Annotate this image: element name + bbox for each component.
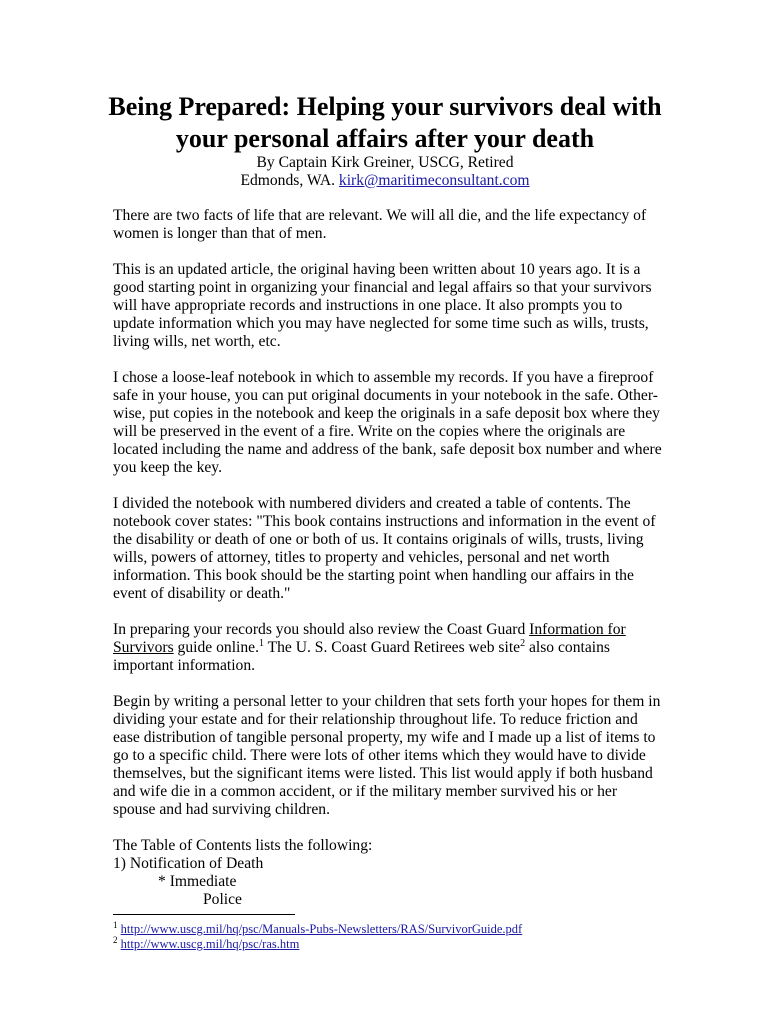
footnote-1	[113, 919, 673, 937]
email-link[interactable]: kirk@maritimeconsultant.com	[338, 172, 530, 189]
footnote-2-url[interactable]: http://www.uscg.mil/hq/psc/ras.htm	[120, 937, 300, 951]
footnote-divider	[113, 914, 295, 915]
toc-item-1a: * Immediate	[158, 873, 237, 890]
article-body	[113, 207, 663, 909]
paragraph-5-text-d: also contains important information.	[113, 639, 610, 674]
title-line-1: Being Prepared: Helping your survivors deal with	[108, 92, 662, 121]
paragraph-5	[113, 621, 663, 675]
footnotes	[113, 919, 673, 952]
paragraph-5-text-b: guide online.	[173, 639, 259, 656]
toc-item-1: 1) Notification of Death	[113, 855, 264, 872]
location-line	[90, 172, 680, 190]
table-of-contents	[113, 837, 663, 909]
paragraph-2: This is an updated article, the original having been written about 10 years ago. It is a good starting point in organizing your financial and legal affairs so that your survivors will have appropriate records and instructions in one place. It also prompts you to update information which you may have neglected for some time such as wills, trusts, living wills, net worth, etc.	[113, 261, 652, 350]
byline	[90, 154, 680, 190]
footnote-ref-1[interactable]: 1	[258, 637, 264, 649]
paragraph-5-text-a: In preparing your records you should also review the Coast Guard	[113, 621, 530, 638]
footnote-2-number: 2	[113, 934, 118, 945]
footnote-1-number: 1	[113, 919, 118, 930]
footnote-2	[113, 934, 673, 952]
toc-item-1a-i: Police	[203, 891, 242, 908]
paragraph-3: I chose a loose-leaf notebook in which to assemble my records. If you have a fireproof safe in your house, you can put original documents in your notebook in the safe. Other-wise, put copies in the notebook and keep the originals in a safe deposit box where they will be preserved in the event of a fire. Write on the copies where the originals are located including the name and address of the bank, safe deposit box number and where you keep the key.	[113, 369, 662, 476]
footnote-ref-2[interactable]: 2	[520, 637, 526, 649]
survivors-guide-link[interactable]: Information for Survivors	[113, 621, 626, 656]
title-line-2: your personal affairs after your death	[175, 124, 595, 153]
paragraph-6: Begin by writing a personal letter to your children that sets forth your hopes for them in dividing your estate and for their relationship throughout life. To reduce friction and ease distribution of tangible personal property, my wife and I made up a list of items to go to a specific child. There were lots of other items which they would have to divide themselves, but the significant items were listed. This list would apply if both husband and wife die in a common accident, or if the military member survived his or her spouse and had surviving children.	[113, 693, 661, 818]
paragraph-5-text-c: The U. S. Coast Guard Retirees web site	[263, 639, 521, 656]
paragraph-1: There are two facts of life that are relevant. We will all die, and the life expectancy of women is longer than that of men.	[113, 207, 647, 242]
location-text: Edmonds, WA.	[240, 172, 336, 189]
footnote-1-url[interactable]: http://www.uscg.mil/hq/psc/Manuals-Pubs-Newsletters/RAS/SurvivorGuide.pdf	[120, 922, 523, 936]
paragraph-4: I divided the notebook with numbered dividers and created a table of contents. The notebook cover states: "This book contains instructions and information in the event of the disability or death of one or both of us. It contains originals of wills, trusts, living wills, powers of attorney, titles to property and vehicles, personal and net worth information. This book should be the starting point when handling our affairs in the event of disability or death."	[113, 495, 656, 602]
document-title	[90, 91, 680, 155]
toc-intro: The Table of Contents lists the following:	[113, 837, 373, 854]
author-line: By Captain Kirk Greiner, USCG, Retired	[256, 154, 514, 171]
